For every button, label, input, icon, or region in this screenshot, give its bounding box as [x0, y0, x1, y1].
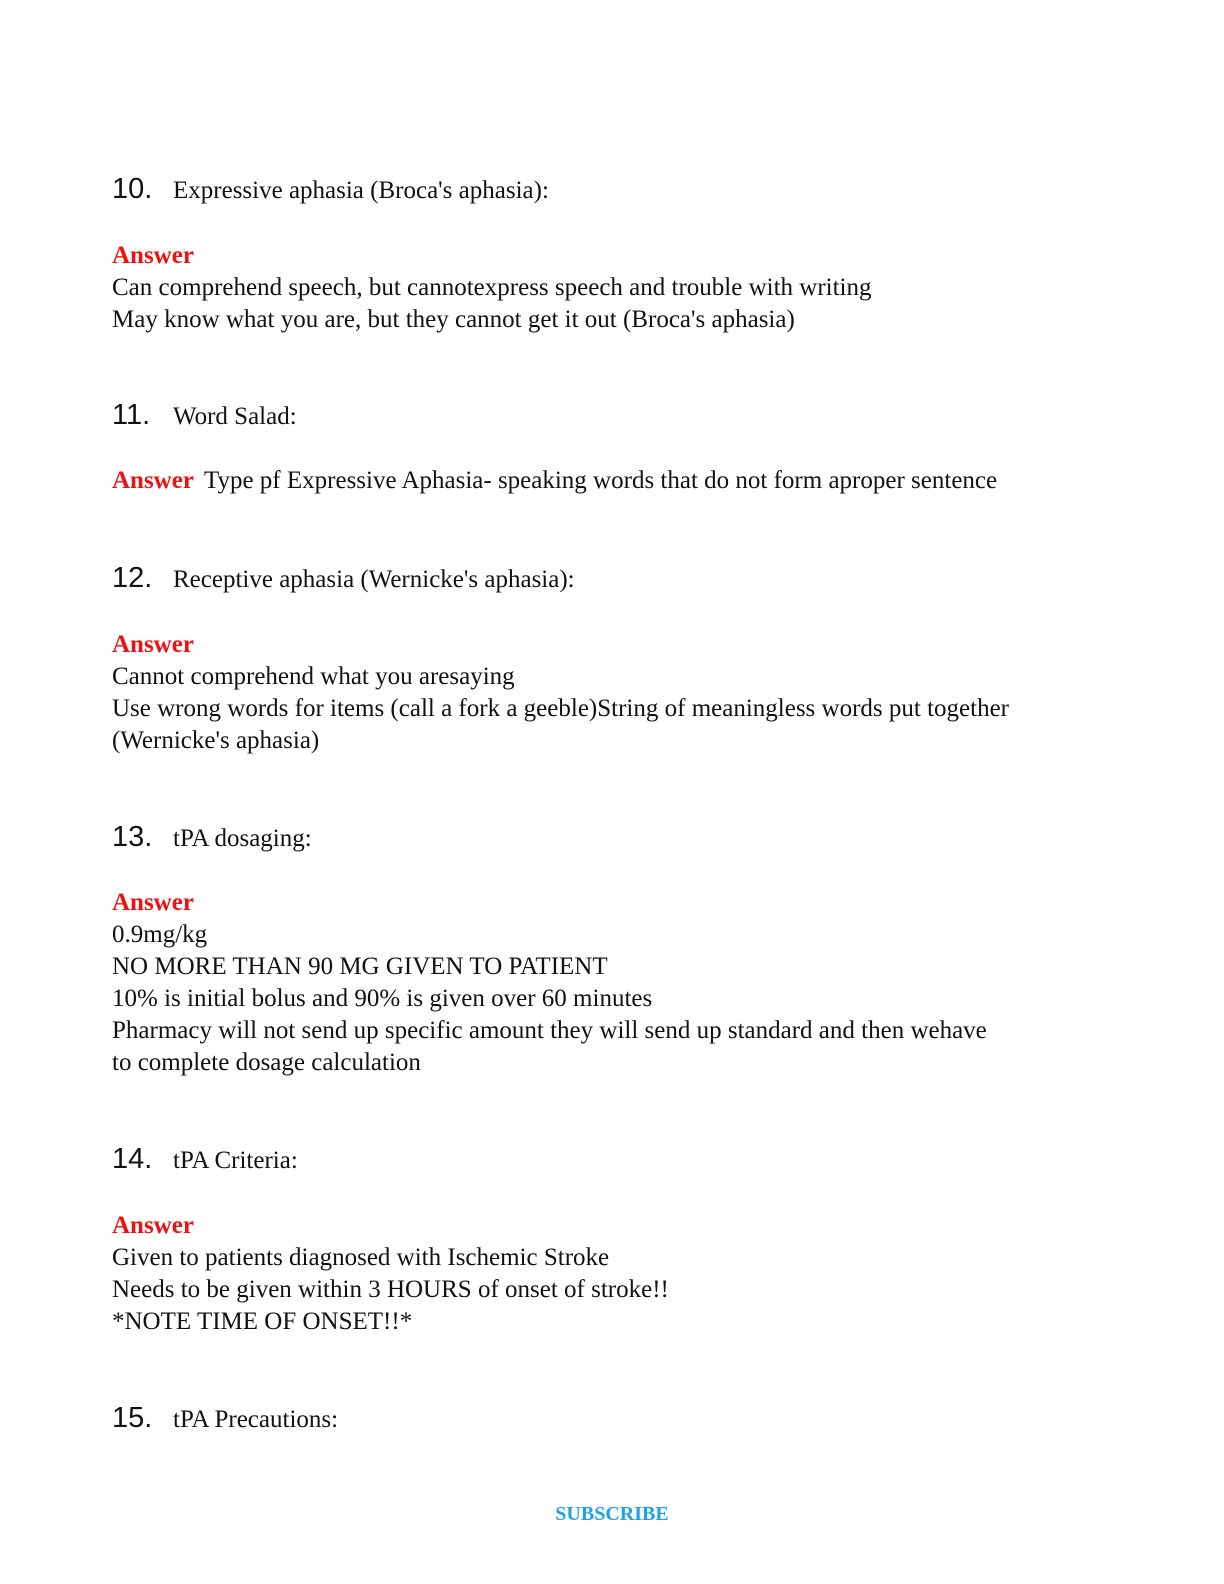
question-11: [112, 399, 297, 432]
question-number: 14.: [112, 1143, 153, 1175]
answer-line: Can comprehend speech, but cannotexpress speech and trouble with writing: [112, 274, 872, 301]
question-number: 10.: [112, 173, 153, 205]
question-number: 15.: [112, 1402, 153, 1434]
question-title: Receptive aphasia (Wernicke's aphasia):: [173, 566, 575, 593]
question-13: [112, 821, 312, 854]
answer-line: to complete dosage calculation: [112, 1049, 421, 1076]
answer-line: Given to patients diagnosed with Ischemic Stroke: [112, 1244, 610, 1271]
answer-label: Answer: [112, 889, 194, 916]
subscribe-link[interactable]: SUBSCRIBE: [555, 1503, 669, 1525]
answer-line: Pharmacy will not send up specific amount they will send up standard and then wehave: [112, 1017, 987, 1044]
answer-line: (Wernicke's aphasia): [112, 727, 320, 754]
answer-13: [112, 887, 1122, 1079]
answer-line: *NOTE TIME OF ONSET!!*: [112, 1308, 413, 1335]
answer-10: [112, 240, 1122, 336]
question-title: Word Salad:: [173, 403, 297, 430]
question-12: [112, 562, 575, 595]
answer-14: [112, 1210, 1122, 1338]
answer-label: Answer: [112, 1212, 194, 1239]
question-15: [112, 1402, 338, 1435]
answer-12: [112, 629, 1122, 757]
answer-label: Answer: [112, 631, 194, 658]
question-10: [112, 173, 549, 206]
answer-line: Cannot comprehend what you aresaying: [112, 663, 515, 690]
question-number: 13.: [112, 821, 153, 853]
answer-line: Needs to be given within 3 HOURS of onset of stroke!!: [112, 1276, 669, 1303]
answer-label: Answer: [112, 242, 194, 269]
answer-line: May know what you are, but they cannot get it out (Broca's aphasia): [112, 306, 795, 333]
answer-line: Use wrong words for items (call a fork a geeble)String of meaningless words put together: [112, 695, 1009, 722]
question-number: 11.: [112, 399, 151, 431]
answer-label: Answer: [112, 467, 194, 494]
question-title: tPA dosaging:: [173, 825, 312, 852]
answer-11: [112, 465, 1122, 497]
answer-line: NO MORE THAN 90 MG GIVEN TO PATIENT: [112, 953, 608, 980]
question-title: Expressive aphasia (Broca's aphasia):: [173, 177, 549, 204]
answer-inline-text: Type pf Expressive Aphasia- speaking words that do not form aproper sentence: [203, 467, 998, 494]
answer-line: 0.9mg/kg: [112, 921, 208, 948]
question-14: [112, 1143, 298, 1176]
answer-line: 10% is initial bolus and 90% is given over 60 minutes: [112, 985, 653, 1012]
question-title: tPA Criteria:: [173, 1147, 298, 1174]
question-number: 12.: [112, 562, 153, 594]
question-title: tPA Precautions:: [173, 1406, 339, 1433]
